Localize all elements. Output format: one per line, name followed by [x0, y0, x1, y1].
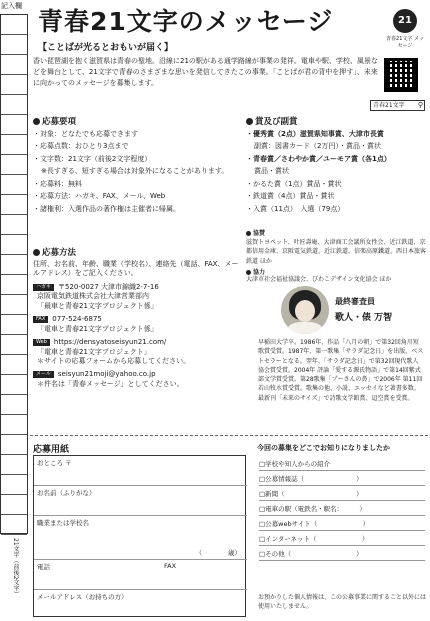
channel-fax: FAX 077-524-6875 「電車と青春21文字プロジェクト係」	[33, 315, 243, 334]
entry-grid-title: 記入欄	[1, 2, 22, 10]
grid-cell[interactable]	[1, 395, 27, 415]
channel-line: ＊件名は「青春メッセージ」としてください。	[37, 379, 184, 388]
judge-photo	[281, 286, 329, 334]
form-field-email[interactable]: メールアドレス（お持ちの方）	[37, 593, 128, 601]
judge-name: 歌人・俵 万智	[335, 313, 393, 323]
grid-cell[interactable]	[1, 135, 27, 155]
grid-cell[interactable]	[1, 15, 27, 35]
qr-code-icon[interactable]	[384, 58, 418, 92]
bullet-icon	[33, 249, 40, 256]
requirement-item: ・応募料：無料	[33, 179, 82, 188]
grid-cell[interactable]	[1, 475, 27, 495]
survey-option[interactable]: □その他（ ）	[259, 550, 363, 558]
prize-item: ・優秀賞（2点）滋賀県知事賞、大津市長賞	[246, 130, 384, 138]
grid-cell[interactable]	[1, 315, 27, 335]
form-field-name[interactable]: お名前（ふりがな）	[34, 486, 247, 516]
channel-tag: メール	[33, 371, 54, 378]
grid-cell[interactable]	[1, 95, 27, 115]
logo	[385, 2, 425, 47]
requirement-note: ※長すぎる、短すぎる場合は対象外になることがあります。	[41, 167, 229, 176]
grid-cell[interactable]	[1, 195, 27, 215]
page-title: 青春21文字のメッセージ	[38, 7, 334, 36]
survey-option[interactable]: □公募情報誌（ ）	[259, 475, 363, 483]
judge-title: 最終審査員	[335, 297, 375, 306]
grid-cell[interactable]	[1, 75, 27, 95]
channel-line: 「電車と青春21文字プロジェクト係」	[37, 324, 158, 333]
requirement-item: ・応募方法：ハガキ、FAX、メール、Web	[33, 192, 166, 201]
prizes-heading: 賞及び副賞	[246, 115, 426, 127]
cut-line	[30, 435, 428, 436]
channel-tag: ハガキ	[33, 284, 54, 291]
survey-option[interactable]: □インターネット（ ）	[259, 535, 369, 543]
method-intro: 住所、お名前、年齢、職業（学校名）、連絡先（電話、FAX、メールアドレス）をご記入ください。	[33, 260, 239, 278]
grid-cell[interactable]	[1, 515, 27, 535]
channel-web[interactable]	[33, 338, 243, 366]
grid-cell[interactable]	[1, 235, 27, 255]
prizes-section	[246, 115, 426, 214]
logo-icon: 21	[393, 9, 417, 33]
channel-email[interactable]	[33, 370, 243, 389]
logo-text: 青春21文字 メッセージ	[386, 36, 424, 49]
requirement-item: ・文字数：21文字（前後2文字程度）	[33, 154, 152, 163]
email-link[interactable]: seisyun21moji@yahoo.co.jp	[57, 370, 156, 379]
grid-cell[interactable]	[1, 35, 27, 55]
prize-item: ・青春賞／さわやか賞／ユーモア賞（各1点）	[246, 154, 391, 163]
grid-cell[interactable]	[1, 295, 27, 315]
support-section	[246, 230, 428, 284]
bullet-icon	[246, 231, 251, 236]
channel-tag: FAX	[33, 316, 48, 323]
grid-cell[interactable]	[1, 255, 27, 275]
bullet-icon	[33, 118, 40, 125]
grid-cell[interactable]	[1, 175, 27, 195]
grid-cell[interactable]	[1, 375, 27, 395]
channel-line: 「最車と青春21文字プロジェクト係」	[37, 301, 158, 310]
method-section	[33, 246, 243, 389]
survey-box	[253, 455, 428, 617]
grid-cell[interactable]	[1, 355, 27, 375]
grid-cell[interactable]	[1, 435, 27, 455]
grid-cell[interactable]	[1, 275, 27, 295]
search-icon: ⚲	[417, 101, 423, 109]
survey-title: 今回の募集をどこでお知りになりましたか	[257, 444, 390, 452]
prize-item: ・入賞（11点） 入選（79点）	[246, 204, 345, 213]
survey-option[interactable]: □学校や知人からの紹介	[259, 460, 331, 468]
channel-postcard: ハガキ 〒520-0027 大津市錦織2-7-16 京阪電気鉄道株式会社大津営業部内 「最車と青春21文字プロジェクト係」	[33, 283, 243, 311]
channel-line: 京阪電気鉄道株式会社大津営業部内	[37, 292, 149, 301]
entry-form	[33, 455, 246, 617]
method-heading: 応募方法	[33, 246, 243, 258]
grid-cell[interactable]	[1, 215, 27, 235]
grid-cell[interactable]	[1, 55, 27, 75]
prize-detail: 副賞：図書カード（2万円）・賞品・賞状	[254, 142, 381, 151]
grid-cell[interactable]	[1, 335, 27, 355]
form-field-phone[interactable]: 電話 FAX	[34, 560, 247, 590]
form-field-address[interactable]: おところ 〒	[34, 456, 247, 486]
requirement-item: ・応募点数：おひとり3点まで	[33, 142, 129, 151]
requirements-heading: 応募要項	[33, 115, 238, 127]
entry-grid[interactable]	[0, 14, 28, 534]
bullet-icon	[246, 118, 253, 125]
form-field-occupation[interactable]: 職業または学校名 （ 歳）	[34, 516, 247, 560]
requirement-item: ・諸権利：入選作品の著作権は主催者に帰属。	[33, 204, 180, 213]
channel-tag: Web	[33, 339, 50, 346]
search-box[interactable]	[370, 100, 425, 111]
survey-option[interactable]: □公募webサイト（ ）	[259, 520, 370, 528]
entry-grid-note: 21文字（前後2文字）	[12, 538, 19, 598]
channel-line: ＊サイトの応募フォームから応募してください。	[37, 356, 191, 365]
requirement-item: ・対象：どなたでも応募できます	[33, 130, 138, 138]
channel-line: 「電車と青春21文字プロジェクト」	[37, 347, 151, 356]
grid-cell[interactable]	[1, 115, 27, 135]
search-label: 青春21文字	[373, 102, 405, 109]
grid-cell[interactable]	[1, 155, 27, 175]
grid-cell[interactable]	[1, 495, 27, 515]
privacy-note: お預かりした個人情報は、この公募事業に関すること以外には使用いたしません。	[258, 594, 427, 610]
requirements-section	[33, 115, 238, 214]
intro-text: 香い琵琶湖を抱く滋賀県は青春の聖地。沿線に21の駅がある通学路線が事業の発祥。電車や駅、学校、風景などを舞台として、21文字で青春のさまざまな思いを発信してきたこの事業。「ことばが君の背中を押す」、未来に向かってのメッセージを募集します。	[33, 57, 378, 87]
prize-item: ・鉄道賞（4点）賞品・賞状	[246, 192, 335, 201]
form-title: 応募用紙	[33, 445, 70, 455]
survey-option[interactable]: □新聞（ ）	[259, 490, 363, 498]
grid-cell[interactable]	[1, 455, 27, 475]
sponsor-label: 協賛	[246, 230, 428, 238]
grid-cell[interactable]	[1, 415, 27, 435]
web-link[interactable]: https://densyatoseisyun21.com/	[53, 338, 167, 347]
sponsor-list: 滋賀トヨペット、叶匠壽庵、大津商工会議所女性会、近江鉄道、京都信用金庫、京阪電気鉄道、近江鉄道、信楽高原鐵道、西日本旅客鉄道 ほか	[246, 238, 427, 265]
judge-bio: 早稲田大学卒。1986年、作品「八月の朝」で第32回角川短歌賞受賞。1987年、第一歌集「サラダ記念日」を出版、ベストセラーとなる。翌年、「サラダ記念日」で第32回現代歌人協会賞受賞。2004年 評論「愛する源氏物語」で第14回紫式部文学賞受賞。第28歌集「プーさんの鼻」で2006年 第11回若山牧水賞受賞。歌集の他、小説、エッセイなど著書多数。最新刊「未来のサイズ」で詩歌文学館賞、迢空賞を受賞。	[258, 339, 424, 402]
cooperation-list: 大津市社会福祉協議会、びわこデザイン文化協会 ほか	[246, 276, 392, 284]
bullet-icon	[246, 270, 251, 275]
tagline: 【ことばが光るとおもいが届く】	[38, 43, 174, 53]
prize-item: ・かるた賞（1点）賞品・賞状	[246, 179, 342, 188]
survey-option[interactable]: □電車の駅（電鉄名・駅名： ）	[259, 505, 366, 513]
prize-detail: 賞品・賞状	[254, 167, 289, 176]
cooperation-label: 協力	[246, 269, 428, 277]
